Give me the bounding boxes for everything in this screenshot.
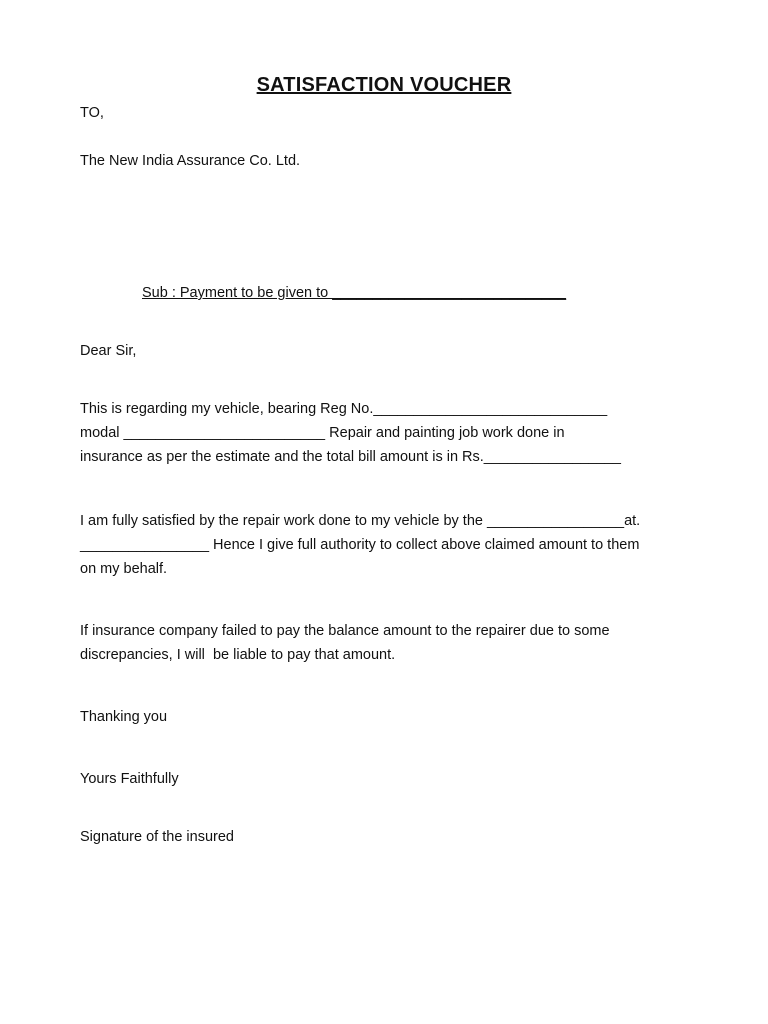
- paragraph2-line3: on my behalf.: [80, 561, 168, 577]
- paragraph1-line2: modal _________________________ Repair and painting job work done in: [80, 425, 565, 441]
- document-title: SATISFACTION VOUCHER: [256, 74, 512, 96]
- paragraph3-line1: If insurance company failed to pay the balance amount to the repairer due to some: [80, 623, 610, 639]
- addressee: The New India Assurance Co. Ltd.: [80, 153, 301, 169]
- signature-label: Signature of the insured: [80, 829, 234, 845]
- paragraph3-line2: discrepancies, I will be liable to pay that amount.: [80, 647, 396, 663]
- paragraph2-line1: I am fully satisfied by the repair work done to my vehicle by the _________________at.: [80, 513, 641, 529]
- closing-yours-faithfully: Yours Faithfully: [80, 771, 179, 787]
- salutation: Dear Sir,: [80, 343, 137, 359]
- subject-line: Sub : Payment to be given to _____________________________: [142, 285, 567, 301]
- closing-thanks: Thanking you: [80, 709, 168, 725]
- paragraph2-line2: ________________ Hence I give full authority to collect above claimed amount to them: [80, 537, 640, 553]
- paragraph1-line3: insurance as per the estimate and the total bill amount is in Rs._________________: [80, 449, 621, 465]
- to-label: TO,: [80, 105, 104, 121]
- paragraph1-line1: This is regarding my vehicle, bearing Reg No._____________________________: [80, 401, 608, 417]
